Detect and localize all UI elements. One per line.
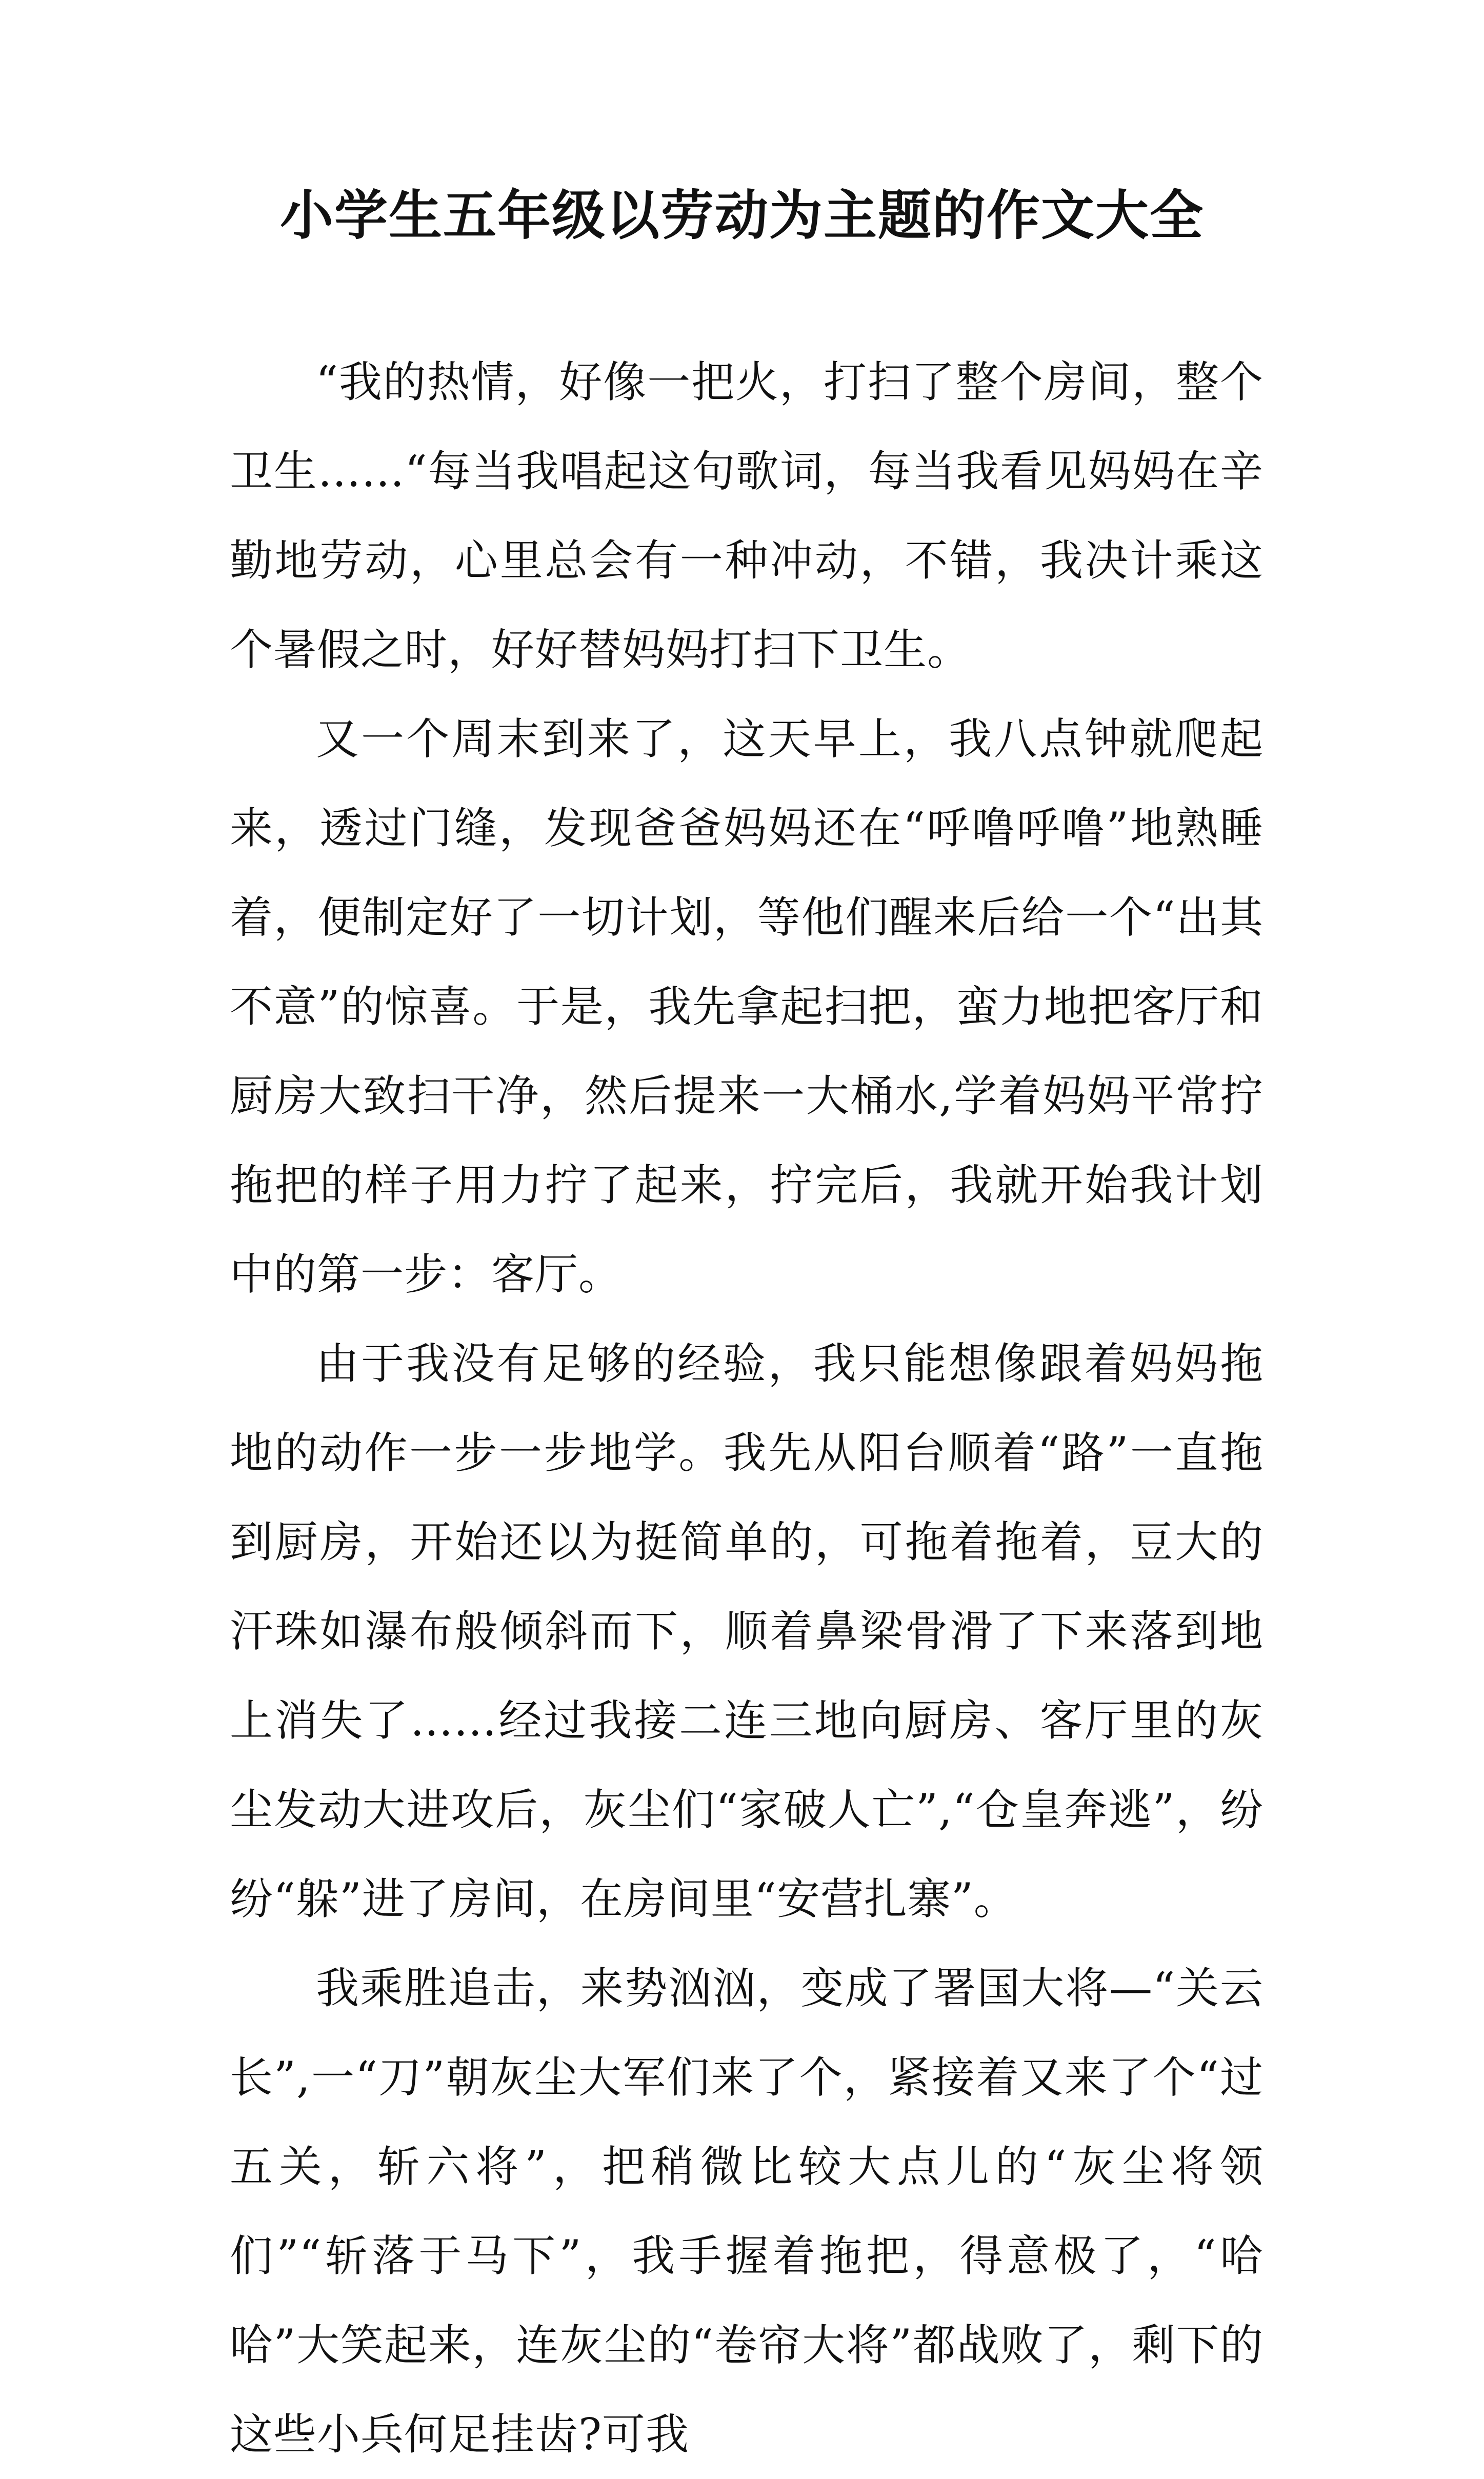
document-body (230, 337, 1264, 2479)
paragraph-3: 由于我没有足够的经验，我只能想像跟着妈妈拖地的动作一步一步地学。我先从阳台顺着“路”一直拖到厨房，开始还以为挺简单的，可拖着拖着，豆大的汗珠如瀑布般倾斜而下，顺着鼻梁骨滑了下来落到地上消失了……经过我接二连三地向厨房、客厅里的灰尘发动大进攻后，灰尘们“家破人亡”,“仓皇奔逃”，纷纷“躲”进了房间，在房间里“安营扎寨”。 (230, 1338, 1264, 1924)
paragraph-2: 又一个周末到来了，这天早上，我八点钟就爬起来，透过门缝，发现爸爸妈妈还在“呼噜呼噜”地熟睡着，便制定好了一切计划，等他们醒来后给一个“出其不意”的惊喜。于是，我先拿起扫把，蛮力地把客厅和厨房大致扫干净，然后提来一大桶水,学着妈妈平常拧拖把的样子用力拧了起来，拧完后，我就开始我计划中的第一步：客厅。 (230, 714, 1264, 1300)
paragraph-4: 我乘胜追击，来势汹汹，变成了署国大将—“关云长”,一“刀”朝灰尘大军们来了个，紧接着又来了个“过五关，斩六将”，把稍微比较大点儿的“灰尘将领们”“斩落于马下”，我手握着拖把，得意极了，“哈哈”大笑起来，连灰尘的“卷帘大将”都战败了，剩下的这些小兵何足挂齿?可我 (230, 1963, 1264, 2460)
document-title: 小学生五年级以劳动为主题的作文大全 (279, 184, 1204, 247)
paragraph-1: “我的热情，好像一把火，打扫了整个房间，整个卫生……“每当我唱起这句歌词，每当我看见妈妈在辛勤地劳动，心里总会有一种冲动，不错，我决计乘这个暑假之时，好好替妈妈打扫下卫生。 (230, 357, 1264, 675)
